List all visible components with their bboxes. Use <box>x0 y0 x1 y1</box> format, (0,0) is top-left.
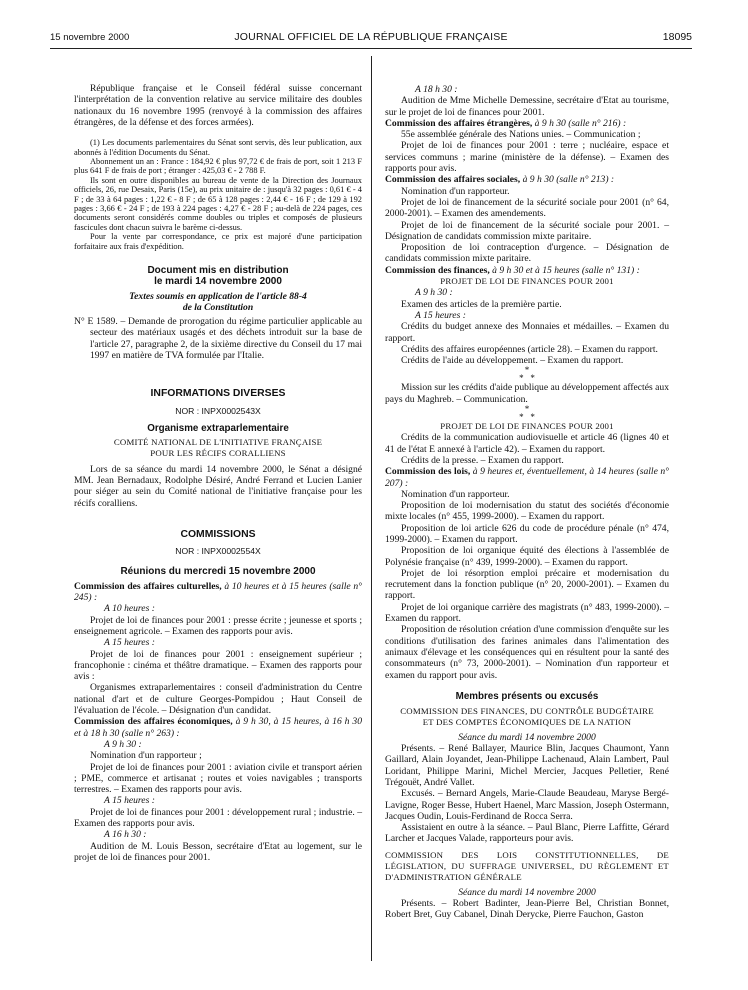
header-rule <box>50 48 692 49</box>
members-list: Excusés. – Bernard Angels, Marie-Claude Beaudeau, Maryse Bergé-Lavigne, Roger Besse, Hubert Haenel, Marc Massion, Joseph Ostermann, Jacques Oudin, Louis-Ferdinand de Rocca Serra. <box>385 788 669 822</box>
agenda-item: 55e assemblée générale des Nations unies. – Communication ; <box>401 129 641 141</box>
right-column <box>385 84 669 920</box>
time-label: A 16 h 30 : <box>104 829 147 841</box>
doc-entry: N° E 1589. – Demande de prorogation du régime particulier applicable au secteur des matériaux usagés et des déchets introduit sur la base de l'article 27, paragraphe 2, de la sixième directive du Conseil du 17 mai 1997 en matière de TVA formulée par l'Italie. <box>74 316 362 361</box>
commission-name: COMMISSION DES FINANCES, DU CONTRÔLE BUDGÉTAIRE <box>400 706 654 717</box>
agenda-item: Projet de loi de finances pour 2001 : enseignement supérieur ; francophonie : cinéma et théâtre dramatique. – Examen des rapports pour avis : <box>74 648 362 683</box>
section-heading: COMMISSIONS <box>180 528 256 540</box>
time-label: A 15 heures : <box>104 795 155 807</box>
agenda-item: Proposition de loi modernisation du statut des sociétés d'économie mixte locales (n° 455, 1999-2000). – Examen du rapport. <box>385 500 669 523</box>
agenda-item: Projet de loi de finances pour 2001 : presse écrite ; jeunesse et sports ; enseignement agricole. – Examen des rapports pour avis. <box>74 614 362 637</box>
org-name: POUR LES RÉCIFS CORALLIENS <box>150 448 286 459</box>
agenda-item: Nomination d'un rapporteur. <box>401 185 510 197</box>
commission-entry: Commission des affaires économiques, à 9 h 30, à 15 heures, à 16 h 30 et à 18 h 30 (salle n° 263) : <box>74 716 362 739</box>
commission-entry: Commission des finances, à 9 h 30 et à 15 heures (salle n° 131) : <box>385 264 640 276</box>
footnote: Ils sont en outre disponibles au bureau de vente de la Direction des Journaux officiels, 26, rue Desaix, Paris (15e), au prix unitaire de : jusqu'à 32 pages : 0,61 € - 4 F ; de 33 à 64 pages : 1,22 € - 8 F ; de 65 à 128 pages : 2,44 € - 16 F ; de 129 à 192 pages : 3,66 € - 24 F ; de 193 à 224 pages : 4,27 € - 28 F ; au-delà de 224 pages, ces documents seront considérés comme doubles ou triples et composés de plusieurs fascicules dont chacun suivra le barème ci-dessus. <box>74 175 362 232</box>
agenda-item: Crédits de l'aide au développement. – Examen du rapport. <box>401 355 624 367</box>
agenda-item: Proposition de loi article 626 du code de procédure pénale (n° 474, 1999-2000). – Examen du rapport. <box>385 522 669 545</box>
column-divider <box>371 56 372 961</box>
members-list: Présents. – René Ballayer, Maurice Blin, Jacques Chaumont, Yann Gaillard, Alain Joyandet, Jean-Philippe Lachenaud, Alain Lambert, Paul Loridant, Philippe Marini, Michel Mercier, Jacques Pelletier, René Trégouët, André Vallet. <box>385 743 669 788</box>
agenda-item: Proposition de loi organique équité des élections à l'assemblée de Polynésie française (n° 439, 1999-2000). – Examen du rapport. <box>385 545 669 568</box>
commission-entry: Commission des affaires étrangères, à 9 h 30 (salle n° 216) : <box>385 117 627 129</box>
time-label: A 9 h 30 : <box>104 738 142 750</box>
agenda-item: Proposition de loi contraception d'urgence. – Désignation de candidats commission mixte paritaire. <box>385 242 669 265</box>
plf-heading: PROJET DE LOI DE FINANCES POUR 2001 <box>440 276 614 287</box>
membres-heading: Membres présents ou excusés <box>455 690 599 702</box>
footnote: (1) Les documents parlementaires du Sénat sont servis, dès leur publication, aux abonnés à l'édition Documents du Sénat. <box>74 138 362 157</box>
agenda-item: Audition de M. Louis Besson, secrétaire d'Etat au logement, sur le projet de loi de finances pour 2001. <box>74 840 362 863</box>
agenda-item: Proposition de résolution création d'une commission d'enquête sur les conditions d'utilisation des farines animales dans l'alimentation des animaux d'élevage et les conséquences qui en résultent pour la santé des consommateurs (n° 73, 2000-2001). – Nomination d'un rapporteur et examen du rapport pour avis. <box>385 624 669 681</box>
agenda-item: Examen des articles de la première partie. <box>401 298 562 310</box>
agenda-item: Crédits de la communication audiovisuelle et article 46 (lignes 40 et 41 de l'état E annexé à l'article 42). – Examen du rapport. <box>385 432 669 455</box>
commission-entry: Commission des lois, à 9 heures et, éventuellement, à 14 heures (salle n° 207) : <box>385 466 669 489</box>
seance-date: Séance du mardi 14 novembre 2000 <box>458 886 596 898</box>
members-list: Présents. – Robert Badinter, Jean-Pierre Bel, Christian Bonnet, Robert Bret, Guy Cabanel, Dinah Derycke, Pierre Fauchon, Gaston <box>385 897 669 921</box>
commission-entry: Commission des affaires sociales, à 9 h 30 (salle n° 213) : <box>385 174 615 186</box>
plf-heading: PROJET DE LOI DE FINANCES POUR 2001 <box>440 421 614 432</box>
agenda-item: Crédits du budget annexe des Monnaies et médailles. – Examen du rapport. <box>385 321 669 344</box>
agenda-item: Crédits des affaires européennes (article 28). – Examen du rapport. <box>401 343 658 355</box>
doc-title: Document mis en distribution <box>147 265 289 277</box>
agenda-item: Audition de Mme Michelle Demessine, secrétaire d'Etat au tourisme, sur le projet de loi de finances pour 2001. <box>385 95 669 118</box>
agenda-item: Nomination d'un rapporteur ; <box>90 750 202 762</box>
doc-subtitle: Textes soumis en application de l'article 88-4 <box>129 291 307 303</box>
agenda-item: Nomination d'un rapporteur. <box>401 488 510 500</box>
agenda-item: Projet de loi résorption emploi précaire et modernisation du recrutement dans la fonction publique (n° 20, 2000-2001). – Examen du rapport. <box>385 567 669 602</box>
seance-date: Séance du mardi 14 novembre 2000 <box>458 731 596 743</box>
members-list: Assistaient en outre à la séance. – Paul Blanc, Pierre Laffitte, Gérard Larcher et Jacques Valade, rapporteurs pour avis. <box>385 822 669 845</box>
section-heading: INFORMATIONS DIVERSES <box>150 388 286 400</box>
agenda-item: Organismes extraparlementaires : conseil d'administration du Centre national d'art et de culture Georges-Pompidou ; Haut Conseil de l'évaluation de l'école. – Désignation d'un candidat. <box>74 682 362 717</box>
agenda-item: Projet de loi de finances pour 2001 : aviation civile et transport aérien ; PME, commerce et artisanat ; routes et voies navigables ; transports terrestres. – Examen des rapports pour avis. <box>74 761 362 796</box>
time-label: A 18 h 30 : <box>415 84 458 95</box>
agenda-item: Projet de loi de financement de la sécurité sociale pour 2001 (n° 64, 2000-2001). – Examen des amendements. <box>385 196 669 220</box>
page-header <box>50 30 692 46</box>
asterism: * * * <box>519 404 535 423</box>
org-paragraph: Lors de sa séance du mardi 14 novembre 2000, le Sénat a désigné MM. Jean Bernadaux, Rodolphe Désiré, André Ferrand et Lucien Lanier pour siéger au sein du Comité national de l'initiative française pour les récifs coralliens. <box>74 463 362 509</box>
agenda-item: Projet de loi de finances pour 2001 : terre ; nucléaire, espace et services communs ; marine (ministère de la défense). – Examen des rapports pour avis. <box>385 140 669 175</box>
intro-paragraph: République française et le Conseil fédéral suisse concernant l'interprétation de la convention relative au service militaire des doubles nationaux du 16 novembre 1995 (renvoyé à la commission des affaires étrangères, de la défense et des forces armées). <box>74 83 362 128</box>
time-label: A 15 heures : <box>104 637 155 649</box>
subsection-heading: Organisme extraparlementaire <box>147 422 289 434</box>
doc-subtitle: de la Constitution <box>182 301 254 313</box>
agenda-item: Projet de loi de financement de la sécurité sociale pour 2001. – Désignation de candidats commission mixte paritaire. <box>385 219 669 242</box>
agenda-item: Projet de loi organique carrière des magistrats (n° 483, 1999-2000). – Examen du rapport. <box>385 601 669 625</box>
nor-reference: NOR : INPX0002554X <box>175 546 261 557</box>
journal-title: JOURNAL OFFICIEL DE LA RÉPUBLIQUE FRANÇAISE <box>234 31 508 43</box>
left-column <box>74 83 362 863</box>
header-date: 15 novembre 2000 <box>50 32 130 43</box>
commission-name: COMMISSION DES LOIS CONSTITUTIONNELLES, DE LÉGISLATION, DU SUFFRAGE UNIVERSEL, DU RÈGLEMENT ET D'ADMINISTRATION GÉNÉRALE <box>385 849 669 883</box>
doc-date: le mardi 14 novembre 2000 <box>154 276 282 288</box>
time-label: A 10 heures : <box>104 603 155 615</box>
nor-reference: NOR : INPX0002543X <box>175 405 261 416</box>
footnote: Pour la vente par correspondance, ce prix est majoré d'une participation forfaitaire aux frais d'expédition. <box>74 232 362 251</box>
agenda-item: Crédits de la presse. – Examen du rapport. <box>401 454 564 466</box>
page-number: 18095 <box>662 31 692 43</box>
time-label: A 15 heures : <box>415 309 466 321</box>
time-label: A 9 h 30 : <box>415 287 453 299</box>
asterism: * * * <box>519 365 535 384</box>
agenda-item: Projet de loi de finances pour 2001 : développement rural ; industrie. – Examen des rapports pour avis. <box>74 806 362 830</box>
reunions-heading: Réunions du mercredi 15 novembre 2000 <box>120 565 316 577</box>
commission-name: ET DES COMPTES ÉCONOMIQUES DE LA NATION <box>422 717 632 728</box>
agenda-item: Mission sur les crédits d'aide publique au développement affectés aux pays du Maghreb. – Communication. <box>385 382 669 405</box>
commission-entry: Commission des affaires culturelles, à 10 heures et à 15 heures (salle n° 245) : <box>74 580 362 604</box>
footnote: Abonnement un an : France : 184,92 € plus 97,72 € de frais de port, soit 1 213 F plus 641 F de frais de port ; étranger : 425,03 € - 2 788 F. <box>74 157 362 176</box>
org-name: COMITÉ NATIONAL DE L'INITIATIVE FRANÇAISE <box>113 437 323 448</box>
